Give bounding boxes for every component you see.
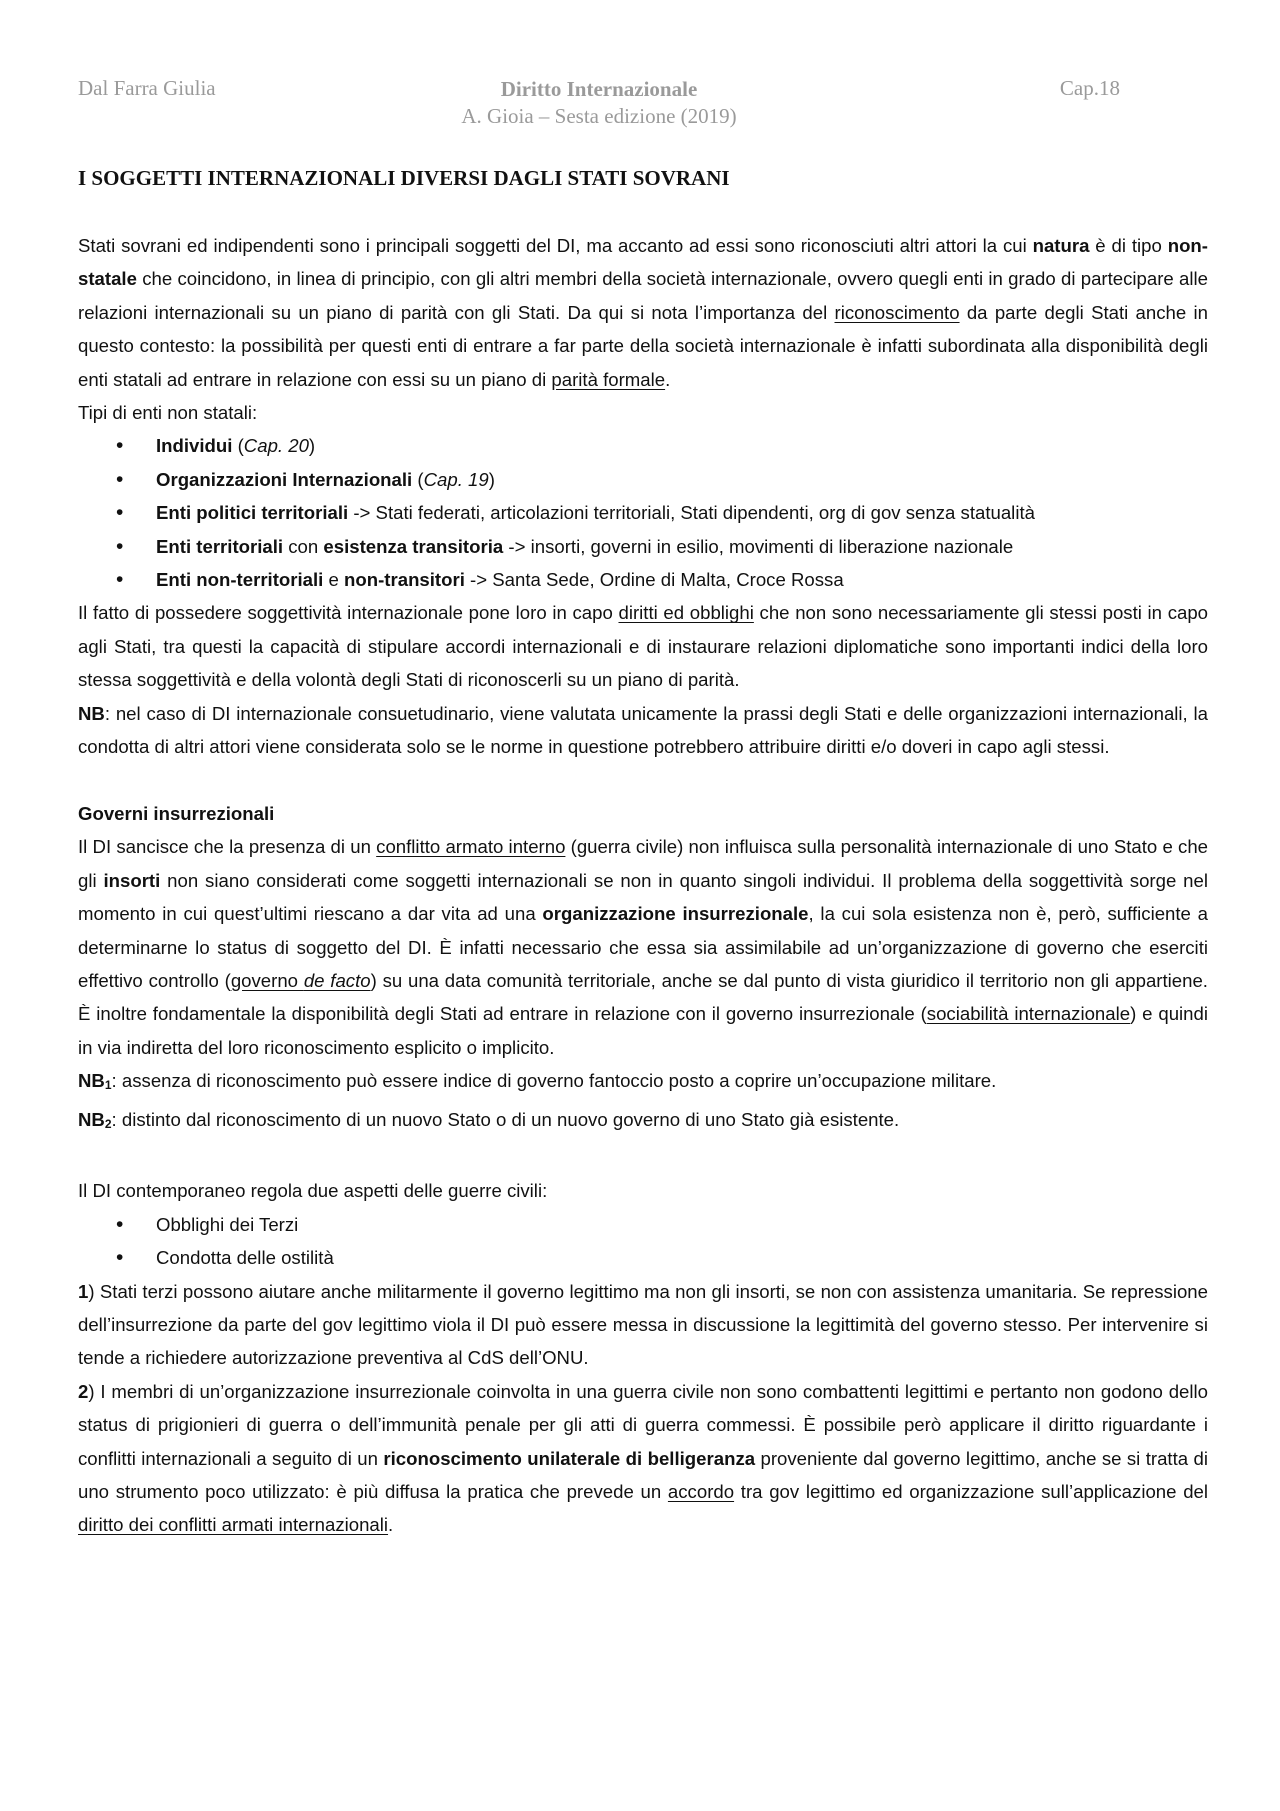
types-list: [78, 429, 1208, 596]
nb-paragraph: NB: nel caso di DI internazionale consuetudinario, viene valutata unicamente la prassi degli Stati e delle organizzazioni internazionali, la condotta di altri attori viene considerata solo se le norme in questione potrebbero attribuire diritti e/o doveri in capo agli stessi.: [78, 702, 1208, 758]
section-heading-governi: Governi insurrezionali: [78, 802, 275, 824]
list-item: • Enti politici territoriali -> Stati federati, articolazioni territoriali, Stati dipendenti, org di gov senza statualità: [78, 496, 1208, 529]
chapter-title: I SOGGETTI INTERNAZIONALI DIVERSI DAGLI STATI SOVRANI: [78, 166, 730, 190]
governi-paragraph: Il DI sancisce che la presenza di un conflitto armato interno (guerra civile) non influisca sulla personalità internazionale di uno Stato e che gli insorti non siano considerati come soggetti internazionali se non in quanto singoli individui. Il problema della soggettività sorge nel momento in cui quest’ultimi riescano a dar vita ad una organizzazione insurrezionale, la cui sola esistenza non è, però, sufficiente a determinarne lo status di soggetto del DI. È infatti necessario che essa sia assimilabile ad un’organizzazione di governo che eserciti effettivo controllo (governo de facto) su una data comunità territoriale, anche se dal punto di vista giuridico il territorio non gli appartiene. È inoltre fondamentale la disponibilità degli Stati ad entrare in relazione con il governo insurrezionale (sociabilità internazionale) e quindi in via indiretta del loro riconoscimento esplicito o implicito.: [78, 836, 1209, 1058]
guerre-civili-intro: Il DI contemporaneo regola due aspetti delle guerre civili:: [78, 1180, 548, 1202]
document-body: [78, 229, 1208, 1542]
guerre-civili-list: [78, 1208, 1208, 1275]
header-chapter: Cap.18: [1059, 76, 1120, 100]
list-item: • Individui (Cap. 20): [78, 429, 1208, 462]
nb1-paragraph: NB1: assenza di riconoscimento può essere indice di governo fantoccio posto a coprire un’occupazione militare.: [78, 1070, 997, 1093]
list-item: • Obblighi dei Terzi: [78, 1208, 1208, 1241]
list-item: • Enti non-territoriali e non-transitori -> Santa Sede, Ordine di Malta, Croce Rossa: [78, 563, 1208, 596]
list-item: • Enti territoriali con esistenza transitoria -> insorti, governi in esilio, movimenti di liberazione nazionale: [78, 530, 1208, 563]
header-author: Dal Farra Giulia: [78, 76, 216, 100]
point-2-paragraph: 2) I membri di un’organizzazione insurrezionale coinvolta in una guerra civile non sono combattenti legittimi e pertanto non godono dello status di prigionieri di guerra o dell’immunità penale per gli atti di guerra commessi. È possibile però applicare il diritto riguardante i conflitti internazionali a seguito di un riconoscimento unilaterale di belligeranza proveniente dal governo legittimo, anche se si tratta di uno strumento poco utilizzato: è più diffusa la pratica che prevede un accordo tra gov legittimo ed organizzazione sull’applicazione del diritto dei conflitti armati internazionali.: [78, 1380, 1209, 1536]
point-1-paragraph: 1) Stati terzi possono aiutare anche militarmente il governo legittimo ma non gli insorti, se non con assistenza umanitaria. Se repressione dell’insurrezione da parte del gov legittimo viola il DI può essere messa in discussione la legittimità del governo stesso. Per intervenire si tende a richiedere autorizzazione preventiva al CdS dell’ONU.: [78, 1280, 1208, 1369]
page-header: [78, 76, 1120, 136]
types-heading: Tipi di enti non statali:: [78, 402, 258, 424]
intro-paragraph: Stati sovrani ed indipendenti sono i principali soggetti del DI, ma accanto ad essi sono riconosciuti altri attori la cui natura è di tipo non-statale che coincidono, in linea di principio, con gli altri membri della società internazionale, ovvero quegli enti in grado di partecipare alle relazioni internazionali su un piano di parità con gli Stati. Da qui si nota l’importanza del riconoscimento da parte degli Stati anche in questo contesto: la possibilità per questi enti di entrare a far parte della società internazionale è infatti subordinata alla disponibilità degli enti statali ad entrare in relazione con essi su un piano di parità formale.: [78, 235, 1208, 390]
soggettivita-paragraph: Il fatto di possedere soggettività internazionale pone loro in capo diritti ed obblighi che non sono necessariamente gli stessi posti in capo agli Stati, tra questi la capacità di stipulare accordi internazionali e di instaurare relazioni diplomatiche sono importanti indici della loro stessa soggettività e della volontà degli Stati di riconoscerli su un piano di parità.: [78, 602, 1209, 691]
list-item: • Condotta delle ostilità: [78, 1241, 1208, 1274]
header-source: A. Gioia – Sesta edizione (2019): [461, 104, 737, 128]
header-course: Diritto Internazionale: [500, 77, 698, 101]
nb2-paragraph: NB2: distinto dal riconoscimento di un nuovo Stato o di un nuovo governo di uno Stato già esistente.: [78, 1108, 900, 1131]
header-center: [78, 76, 1120, 130]
list-item: • Organizzazioni Internazionali (Cap. 19): [78, 463, 1208, 496]
